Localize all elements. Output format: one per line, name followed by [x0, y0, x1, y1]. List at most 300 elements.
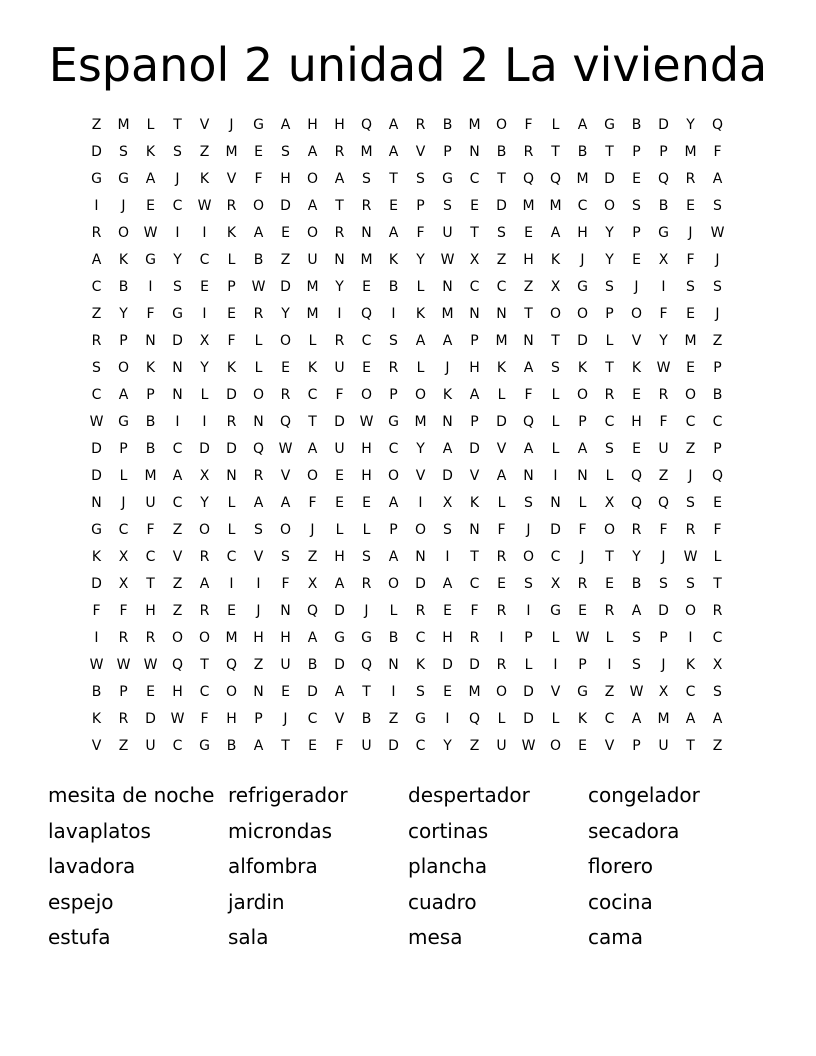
- grid-letter: Y: [335, 279, 344, 295]
- grid-letter: T: [389, 171, 398, 187]
- grid-letter: A: [307, 441, 318, 457]
- grid-letter: B: [145, 414, 156, 430]
- grid-letter: A: [523, 360, 534, 376]
- grid-letter: B: [658, 198, 669, 214]
- grid-row: [83, 571, 731, 598]
- grid-letter: D: [415, 576, 426, 592]
- grid-letter: O: [252, 198, 265, 214]
- grid-letter: M: [495, 333, 508, 349]
- grid-letter: C: [712, 414, 723, 430]
- grid-letter: Q: [225, 657, 238, 673]
- grid-letter: E: [227, 603, 236, 619]
- grid-letter: R: [469, 630, 480, 646]
- grid-letter: V: [469, 468, 480, 484]
- grid-letter: D: [172, 333, 183, 349]
- grid-letter: S: [173, 279, 182, 295]
- grid-letter: C: [361, 333, 372, 349]
- grid-letter: D: [280, 198, 291, 214]
- grid-letter: L: [578, 495, 587, 511]
- grid-letter: A: [550, 225, 561, 241]
- grid-row: [83, 139, 731, 166]
- grid-letter: P: [119, 441, 128, 457]
- grid-letter: T: [200, 657, 209, 673]
- grid-letter: A: [388, 495, 399, 511]
- word-list-item: alfombra: [228, 854, 318, 878]
- grid-letter: K: [226, 360, 237, 376]
- grid-letter: K: [91, 549, 102, 565]
- grid-letter: M: [414, 414, 427, 430]
- grid-letter: E: [362, 279, 371, 295]
- grid-letter: F: [713, 144, 722, 160]
- grid-letter: G: [199, 738, 210, 754]
- grid-letter: S: [119, 144, 128, 160]
- grid-letter: X: [442, 495, 453, 511]
- grid-letter: R: [334, 144, 345, 160]
- grid-letter: O: [279, 522, 292, 538]
- grid-letter: U: [334, 441, 345, 457]
- grid-letter: A: [253, 225, 264, 241]
- grid-letter: S: [686, 495, 695, 511]
- grid-letter: X: [658, 252, 669, 268]
- grid-letter: C: [712, 630, 723, 646]
- grid-letter: D: [226, 387, 237, 403]
- grid-letter: W: [143, 225, 158, 241]
- grid-letter: K: [631, 360, 642, 376]
- word-search-grid: [83, 112, 731, 760]
- grid-letter: E: [578, 738, 587, 754]
- grid-letter: Z: [253, 657, 264, 673]
- grid-letter: U: [145, 738, 156, 754]
- grid-letter: A: [145, 171, 156, 187]
- grid-letter: Z: [91, 306, 102, 322]
- grid-letter: P: [254, 711, 263, 727]
- grid-row: [83, 706, 731, 733]
- grid-letter: N: [469, 522, 480, 538]
- grid-letter: A: [388, 549, 399, 565]
- grid-letter: X: [469, 252, 480, 268]
- grid-letter: V: [550, 684, 561, 700]
- grid-letter: A: [442, 576, 453, 592]
- grid-letter: I: [661, 279, 666, 295]
- grid-letter: D: [91, 468, 102, 484]
- grid-letter: Z: [388, 711, 399, 727]
- grid-letter: O: [387, 576, 400, 592]
- grid-letter: U: [280, 657, 291, 673]
- word-list-item: espejo: [48, 889, 114, 914]
- grid-letter: B: [307, 657, 318, 673]
- grid-letter: D: [442, 657, 453, 673]
- grid-letter: A: [388, 225, 399, 241]
- grid-letter: H: [280, 171, 291, 187]
- grid-letter: M: [522, 198, 535, 214]
- grid-letter: Z: [604, 684, 615, 700]
- grid-letter: O: [684, 387, 697, 403]
- grid-letter: L: [605, 630, 614, 646]
- word-list-item: mesita de noche: [48, 783, 215, 807]
- grid-letter: S: [362, 171, 371, 187]
- grid-letter: Z: [496, 252, 507, 268]
- grid-letter: F: [470, 603, 479, 619]
- grid-letter: E: [335, 468, 344, 484]
- word-list-item: jardin: [228, 889, 285, 914]
- grid-letter: I: [499, 630, 504, 646]
- grid-letter: I: [391, 306, 396, 322]
- grid-letter: E: [632, 387, 641, 403]
- grid-letter: K: [226, 225, 237, 241]
- grid-letter: U: [658, 441, 669, 457]
- grid-letter: A: [307, 630, 318, 646]
- grid-letter: H: [442, 630, 453, 646]
- grid-letter: C: [172, 198, 183, 214]
- grid-letter: P: [659, 630, 668, 646]
- grid-letter: T: [551, 333, 560, 349]
- grid-letter: D: [91, 576, 102, 592]
- grid-letter: F: [659, 414, 668, 430]
- grid-letter: F: [524, 387, 533, 403]
- grid-letter: N: [253, 684, 264, 700]
- grid-letter: F: [335, 387, 344, 403]
- grid-letter: S: [713, 198, 722, 214]
- grid-letter: R: [631, 522, 642, 538]
- grid-letter: A: [388, 117, 399, 133]
- grid-letter: R: [334, 333, 345, 349]
- grid-letter: S: [443, 522, 452, 538]
- grid-letter: O: [252, 387, 265, 403]
- grid-letter: I: [202, 225, 207, 241]
- grid-letter: E: [362, 495, 371, 511]
- grid-letter: C: [388, 441, 399, 457]
- grid-letter: L: [389, 603, 398, 619]
- grid-letter: W: [116, 657, 131, 673]
- grid-letter: J: [121, 495, 126, 511]
- grid-letter: S: [497, 225, 506, 241]
- grid-letter: O: [414, 387, 427, 403]
- grid-letter: F: [281, 576, 290, 592]
- grid-letter: L: [146, 117, 155, 133]
- grid-letter: R: [496, 549, 507, 565]
- grid-letter: O: [306, 468, 319, 484]
- grid-letter: M: [684, 333, 697, 349]
- grid-letter: P: [146, 387, 155, 403]
- grid-letter: H: [361, 441, 372, 457]
- grid-letter: Q: [522, 171, 535, 187]
- grid-letter: C: [685, 414, 696, 430]
- grid-letter: A: [442, 441, 453, 457]
- grid-letter: Q: [360, 657, 373, 673]
- grid-letter: C: [685, 684, 696, 700]
- grid-letter: E: [443, 603, 452, 619]
- grid-letter: A: [712, 171, 723, 187]
- grid-letter: R: [496, 603, 507, 619]
- grid-letter: N: [361, 225, 372, 241]
- grid-letter: Q: [468, 711, 481, 727]
- grid-letter: C: [91, 279, 102, 295]
- word-list-item: microndas: [228, 818, 333, 843]
- grid-row: [83, 409, 731, 436]
- grid-row: [83, 598, 731, 625]
- grid-letter: S: [686, 279, 695, 295]
- grid-letter: W: [359, 414, 374, 430]
- grid-letter: W: [656, 360, 671, 376]
- grid-letter: T: [281, 738, 290, 754]
- grid-letter: B: [631, 117, 642, 133]
- grid-letter: R: [685, 522, 696, 538]
- grid-row: [83, 463, 731, 490]
- grid-letter: N: [496, 306, 507, 322]
- grid-letter: M: [360, 144, 373, 160]
- grid-letter: S: [281, 144, 290, 160]
- grid-letter: V: [334, 711, 345, 727]
- grid-letter: T: [524, 306, 533, 322]
- grid-letter: E: [632, 252, 641, 268]
- word-list-item: estufa: [48, 925, 111, 949]
- grid-letter: M: [360, 252, 373, 268]
- grid-letter: C: [172, 738, 183, 754]
- grid-letter: Z: [307, 549, 318, 565]
- word-list-item: cuadro: [408, 889, 477, 914]
- grid-letter: N: [172, 387, 183, 403]
- grid-letter: M: [468, 117, 481, 133]
- grid-letter: W: [278, 441, 293, 457]
- grid-letter: A: [118, 387, 129, 403]
- grid-row: [83, 355, 731, 382]
- grid-letter: C: [172, 495, 183, 511]
- grid-letter: B: [442, 117, 453, 133]
- grid-letter: E: [713, 495, 722, 511]
- grid-letter: L: [497, 495, 506, 511]
- grid-letter: B: [496, 144, 507, 160]
- grid-letter: N: [523, 333, 534, 349]
- grid-letter: E: [281, 360, 290, 376]
- grid-letter: C: [226, 549, 237, 565]
- grid-letter: G: [577, 684, 588, 700]
- grid-letter: S: [605, 279, 614, 295]
- grid-letter: D: [91, 144, 102, 160]
- grid-letter: T: [605, 144, 614, 160]
- grid-letter: I: [607, 657, 612, 673]
- grid-letter: S: [524, 495, 533, 511]
- grid-letter: K: [415, 306, 426, 322]
- grid-letter: R: [523, 144, 534, 160]
- grid-row: [83, 652, 731, 679]
- grid-letter: Z: [280, 252, 291, 268]
- grid-letter: D: [334, 414, 345, 430]
- grid-letter: A: [334, 576, 345, 592]
- grid-letter: F: [578, 522, 587, 538]
- grid-letter: C: [199, 684, 210, 700]
- grid-letter: F: [335, 738, 344, 754]
- grid-letter: V: [415, 468, 426, 484]
- grid-letter: J: [661, 549, 666, 565]
- grid-letter: R: [253, 306, 264, 322]
- grid-letter: D: [496, 414, 507, 430]
- grid-letter: X: [118, 576, 129, 592]
- grid-letter: W: [89, 657, 104, 673]
- grid-letter: G: [118, 171, 129, 187]
- grid-letter: O: [117, 360, 130, 376]
- grid-letter: H: [226, 711, 237, 727]
- grid-letter: R: [280, 387, 291, 403]
- grid-letter: L: [551, 117, 560, 133]
- grid-row: [83, 625, 731, 652]
- grid-letter: H: [631, 414, 642, 430]
- grid-letter: D: [469, 657, 480, 673]
- grid-letter: B: [145, 441, 156, 457]
- grid-letter: N: [577, 468, 588, 484]
- grid-letter: Z: [118, 738, 129, 754]
- grid-letter: P: [578, 657, 587, 673]
- grid-letter: E: [497, 576, 506, 592]
- grid-letter: F: [227, 333, 236, 349]
- grid-letter: O: [198, 630, 211, 646]
- word-list-item: cocina: [588, 889, 653, 914]
- grid-letter: B: [388, 279, 399, 295]
- grid-letter: K: [199, 171, 210, 187]
- grid-row: [83, 544, 731, 571]
- grid-letter: P: [470, 333, 479, 349]
- page-title: Espanol 2 unidad 2 La vivienda: [48, 38, 768, 92]
- grid-letter: C: [469, 171, 480, 187]
- grid-letter: Y: [119, 306, 128, 322]
- grid-letter: L: [605, 333, 614, 349]
- grid-letter: O: [495, 684, 508, 700]
- grid-letter: U: [307, 252, 318, 268]
- grid-letter: S: [605, 441, 614, 457]
- grid-letter: G: [604, 117, 615, 133]
- grid-letter: R: [91, 225, 102, 241]
- grid-letter: S: [389, 333, 398, 349]
- grid-row: [83, 490, 731, 517]
- grid-letter: K: [145, 144, 156, 160]
- grid-letter: T: [362, 684, 371, 700]
- grid-letter: E: [686, 198, 695, 214]
- grid-letter: D: [604, 171, 615, 187]
- grid-letter: B: [253, 252, 264, 268]
- grid-letter: N: [280, 603, 291, 619]
- grid-letter: C: [118, 522, 129, 538]
- grid-row: [83, 679, 731, 706]
- grid-letter: R: [361, 198, 372, 214]
- grid-letter: S: [416, 171, 425, 187]
- grid-letter: P: [605, 306, 614, 322]
- grid-letter: S: [362, 549, 371, 565]
- grid-letter: H: [334, 549, 345, 565]
- grid-letter: A: [496, 468, 507, 484]
- grid-letter: Q: [657, 495, 670, 511]
- grid-letter: C: [604, 414, 615, 430]
- grid-letter: B: [226, 738, 237, 754]
- grid-letter: E: [632, 171, 641, 187]
- grid-letter: H: [145, 603, 156, 619]
- grid-letter: U: [658, 738, 669, 754]
- grid-letter: S: [173, 144, 182, 160]
- grid-letter: R: [604, 387, 615, 403]
- grid-letter: N: [226, 468, 237, 484]
- grid-letter: G: [118, 414, 129, 430]
- grid-letter: X: [199, 333, 210, 349]
- grid-letter: E: [254, 144, 263, 160]
- grid-letter: F: [254, 171, 263, 187]
- grid-letter: M: [657, 711, 670, 727]
- grid-letter: K: [118, 252, 129, 268]
- grid-letter: E: [281, 225, 290, 241]
- grid-letter: I: [418, 495, 423, 511]
- grid-letter: G: [388, 414, 399, 430]
- grid-letter: E: [686, 360, 695, 376]
- grid-letter: U: [334, 360, 345, 376]
- grid-letter: S: [713, 684, 722, 700]
- grid-letter: O: [576, 306, 589, 322]
- grid-letter: Q: [711, 468, 724, 484]
- grid-letter: L: [362, 522, 371, 538]
- grid-letter: Z: [172, 522, 183, 538]
- grid-letter: H: [280, 630, 291, 646]
- grid-letter: J: [688, 225, 693, 241]
- grid-letter: P: [713, 360, 722, 376]
- grid-letter: A: [91, 252, 102, 268]
- grid-letter: V: [631, 333, 642, 349]
- grid-letter: D: [550, 522, 561, 538]
- grid-letter: F: [146, 306, 155, 322]
- grid-letter: G: [145, 252, 156, 268]
- word-list-item: plancha: [408, 854, 488, 878]
- grid-letter: E: [200, 279, 209, 295]
- grid-letter: N: [91, 495, 102, 511]
- grid-letter: R: [415, 603, 426, 619]
- grid-letter: T: [497, 171, 506, 187]
- grid-letter: Z: [685, 441, 696, 457]
- grid-letter: A: [280, 495, 291, 511]
- grid-letter: D: [658, 603, 669, 619]
- grid-row: [83, 517, 731, 544]
- grid-row: [83, 220, 731, 247]
- grid-letter: A: [577, 441, 588, 457]
- grid-letter: L: [551, 630, 560, 646]
- grid-letter: M: [441, 306, 454, 322]
- grid-letter: A: [280, 117, 291, 133]
- grid-letter: M: [684, 144, 697, 160]
- grid-letter: M: [225, 144, 238, 160]
- grid-letter: J: [283, 711, 288, 727]
- grid-row: [83, 274, 731, 301]
- grid-letter: O: [522, 549, 535, 565]
- grid-letter: D: [442, 468, 453, 484]
- grid-letter: R: [361, 576, 372, 592]
- grid-letter: R: [91, 333, 102, 349]
- grid-letter: S: [92, 360, 101, 376]
- grid-letter: R: [604, 603, 615, 619]
- grid-letter: D: [658, 117, 669, 133]
- word-list: [48, 778, 768, 956]
- grid-letter: D: [91, 441, 102, 457]
- grid-letter: W: [629, 684, 644, 700]
- grid-letter: B: [388, 630, 399, 646]
- grid-letter: C: [469, 576, 480, 592]
- grid-letter: L: [416, 360, 425, 376]
- grid-letter: P: [713, 441, 722, 457]
- grid-letter: R: [226, 198, 237, 214]
- grid-letter: E: [470, 198, 479, 214]
- grid-letter: T: [335, 198, 344, 214]
- grid-letter: A: [442, 333, 453, 349]
- grid-letter: I: [175, 414, 180, 430]
- grid-letter: G: [253, 117, 264, 133]
- grid-letter: V: [604, 738, 615, 754]
- grid-letter: I: [202, 306, 207, 322]
- grid-letter: O: [198, 522, 211, 538]
- grid-letter: J: [580, 549, 585, 565]
- grid-letter: M: [576, 171, 589, 187]
